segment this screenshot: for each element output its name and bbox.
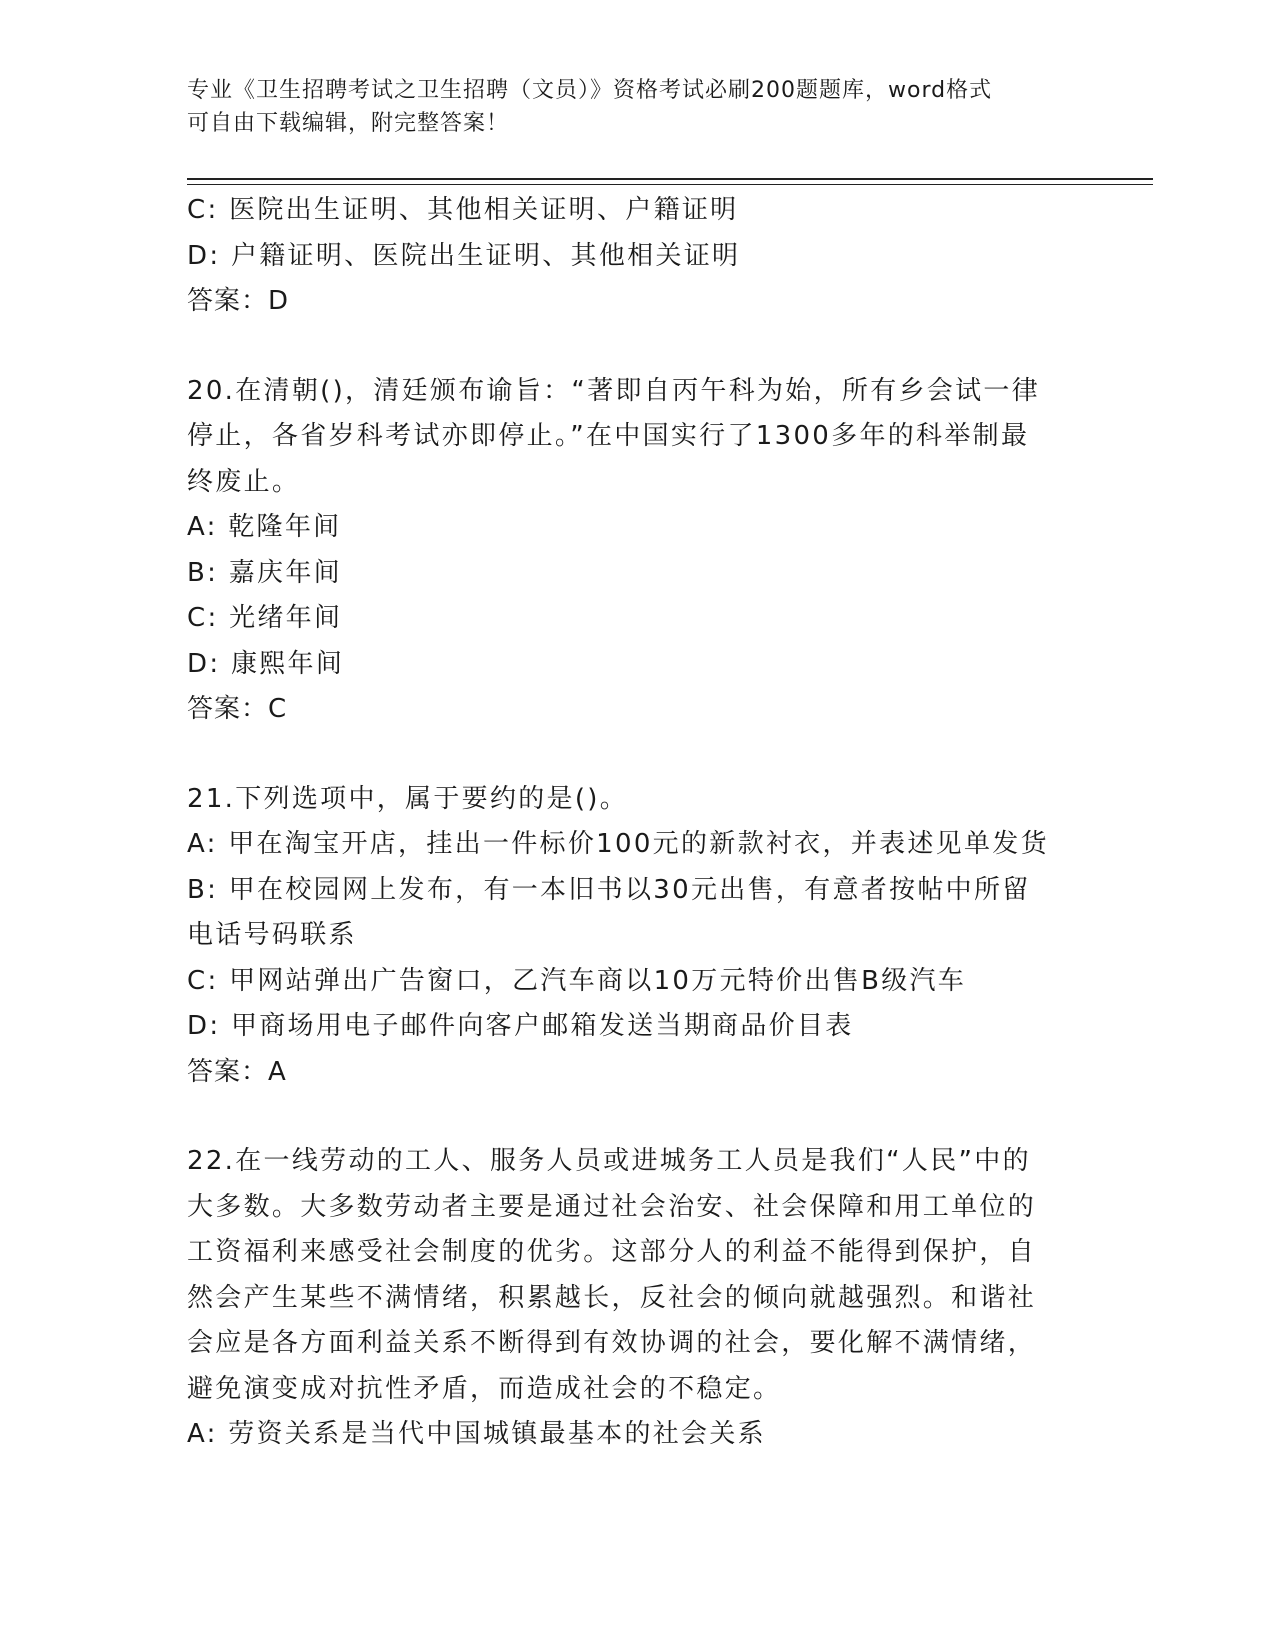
spacer [187,325,1087,369]
header-divider-thick [187,178,1153,180]
document-header [187,74,1087,140]
option-c: C: 甲网站弹出广告窗口，乙汽车商以10万元特价出售B级汽车 [187,965,967,996]
option-b: B: 甲在校园网上发布，有一本旧书以30元出售，有意者按帖中所留 [187,874,1031,905]
option-d: D: 康熙年间 [187,648,345,679]
option-d: D: 户籍证明、医院出生证明、其他相关证明 [187,240,741,271]
option-c: C: 医院出生证明、其他相关证明、户籍证明 [187,195,739,225]
question-stem: 然会产生某些不满情绪，积累越长，反社会的倾向就越强烈。和谐社 [187,1282,1037,1313]
question-stem: 会应是各方面利益关系不断得到有效协调的社会，要化解不满情绪， [187,1328,1037,1358]
answer-label: 答案：C [187,694,288,724]
question-20 [187,369,1087,733]
question-stem: 终废止。 [187,466,301,497]
question-stem: 21.下列选项中，属于要约的是()。 [187,783,629,814]
question-stem: 避免演变成对抗性矛盾，而造成社会的不稳定。 [187,1373,782,1404]
question-stem: 22.在一线劳动的工人、服务人员或进城务工人员是我们“人民”中的 [187,1146,1031,1176]
option-a: A: 甲在淘宝开店，挂出一件标价100元的新款衬衣，并表述见单发货 [187,829,1049,859]
spacer [187,1095,1087,1139]
option-b-continued: 电话号码联系 [187,920,357,950]
question-stem: 20.在清朝()，清廷颁布谕旨：“著即自丙午科为始，所有乡会试一律 [187,375,1041,406]
question-19-tail [187,188,1087,325]
answer-label: 答案：A [187,1056,287,1087]
question-stem: 停止，各省岁科考试亦即停止。”在中国实行了1300多年的科举制最 [187,421,1030,451]
question-list [187,188,1087,1458]
question-21 [187,777,1087,1096]
question-stem: 工资福利来感受社会制度的优劣。这部分人的利益不能得到保护，自 [187,1237,1037,1267]
option-b: B: 嘉庆年间 [187,557,342,588]
answer-label: 答案：D [187,286,290,316]
header-title-line-1: 专业《卫生招聘考试之卫生招聘（文员）》资格考试必刷200题题库，word格式 [187,78,993,103]
header-divider-thin [187,184,1153,185]
spacer [187,733,1087,777]
option-a: A: 乾隆年间 [187,512,342,542]
option-c: C: 光绪年间 [187,603,343,633]
option-a: A: 劳资关系是当代中国城镇最基本的社会关系 [187,1419,766,1449]
header-title-line-2: 可自由下载编辑，附完整答案！ [187,111,510,136]
option-d: D: 甲商场用电子邮件向客户邮箱发送当期商品价目表 [187,1011,854,1041]
question-22 [187,1139,1087,1458]
question-stem: 大多数。大多数劳动者主要是通过社会治安、社会保障和用工单位的 [187,1191,1037,1222]
